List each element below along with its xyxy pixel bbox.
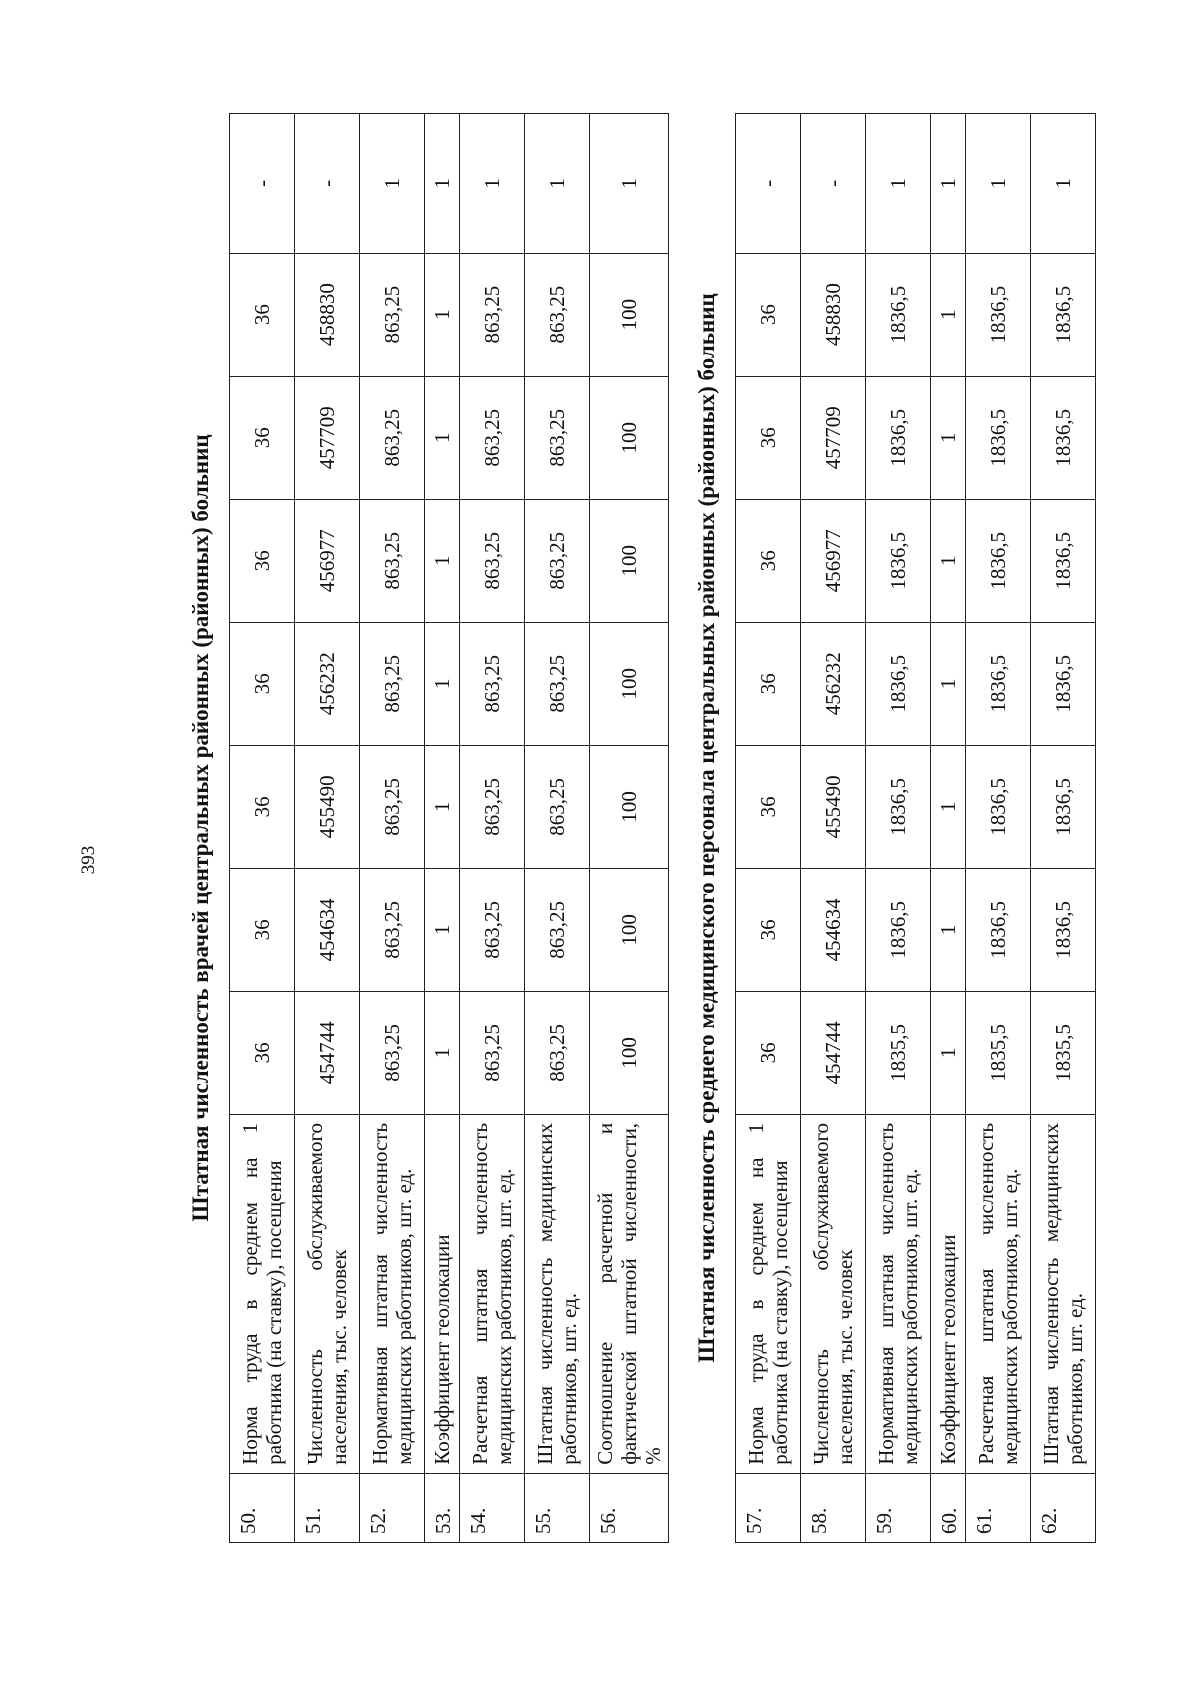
table-cell: 100 [590, 253, 669, 376]
table-cell: 1 [425, 622, 460, 745]
table-cell: - [736, 114, 801, 254]
row-label: Численность обслуживаемого населения, тыс. человек [801, 1114, 866, 1473]
table-cell: 458830 [801, 253, 866, 376]
row-number: 61. [966, 1473, 1031, 1542]
table-row [1031, 114, 1096, 1543]
table-cell: 1 [931, 745, 966, 868]
nursing-staff-table [735, 113, 1096, 1543]
table-cell: 456977 [801, 499, 866, 622]
table-cell: 863,25 [460, 499, 525, 622]
rotated-table-sheet [173, 113, 1113, 1543]
table-cell: - [295, 114, 360, 254]
table-cell: 1 [1031, 114, 1096, 254]
table-cell: 1836,5 [866, 376, 931, 499]
table-cell: 456232 [801, 622, 866, 745]
table-cell: 456232 [295, 622, 360, 745]
row-label: Расчетная штатная численность медицинских работников, шт. ед. [460, 1114, 525, 1473]
table-cell: 1836,5 [866, 745, 931, 868]
table-cell: 1 [360, 114, 425, 254]
table-cell: 36 [736, 991, 801, 1114]
table-cell: 1 [425, 499, 460, 622]
table-cell: 1 [931, 622, 966, 745]
table-cell: 1 [931, 499, 966, 622]
table-cell: 100 [590, 622, 669, 745]
table-cell: 36 [736, 622, 801, 745]
table-cell: 36 [230, 499, 295, 622]
table-cell: 457709 [801, 376, 866, 499]
row-label: Коэффициент геолокации [931, 1114, 966, 1473]
row-number: 56. [590, 1473, 669, 1542]
table-cell: 863,25 [360, 499, 425, 622]
table-cell: 1 [425, 991, 460, 1114]
table-cell: 863,25 [460, 991, 525, 1114]
table-cell: 36 [230, 745, 295, 868]
table-cell: 1 [866, 114, 931, 254]
row-number: 60. [931, 1473, 966, 1542]
table-row [590, 114, 669, 1543]
table-row [931, 114, 966, 1543]
table-cell: 1 [425, 868, 460, 991]
table-row [295, 114, 360, 1543]
table-cell: 458830 [295, 253, 360, 376]
table-row [866, 114, 931, 1543]
table-cell: 456977 [295, 499, 360, 622]
table-cell: 455490 [801, 745, 866, 868]
table-cell: 1836,5 [966, 253, 1031, 376]
table-row [425, 114, 460, 1543]
table-cell: 863,25 [360, 253, 425, 376]
row-label: Соотношение расчетной и фактической штатной численности, % [590, 1114, 669, 1473]
table-cell: 863,25 [360, 376, 425, 499]
table-cell: 1 [931, 868, 966, 991]
table-cell: 454634 [295, 868, 360, 991]
table-row [360, 114, 425, 1543]
table-cell: 1836,5 [966, 622, 1031, 745]
row-number: 55. [525, 1473, 590, 1542]
table-cell: 1 [525, 114, 590, 254]
table-cell: 1836,5 [1031, 253, 1096, 376]
row-label: Коэффициент геолокации [425, 1114, 460, 1473]
row-number: 50. [230, 1473, 295, 1542]
row-number: 58. [801, 1473, 866, 1542]
table-cell: 1 [966, 114, 1031, 254]
table-cell: 1 [931, 253, 966, 376]
table-cell: 1 [590, 114, 669, 254]
table-cell: 100 [590, 376, 669, 499]
table-cell: 1 [460, 114, 525, 254]
table-cell: 36 [736, 868, 801, 991]
table-cell: 863,25 [460, 745, 525, 868]
table-cell: 1836,5 [1031, 745, 1096, 868]
row-label: Расчетная штатная численность медицинских работников, шт. ед. [966, 1114, 1031, 1473]
table-cell: 36 [736, 253, 801, 376]
table-cell: 1 [931, 114, 966, 254]
table-cell: - [230, 114, 295, 254]
table-row [525, 114, 590, 1543]
table-cell: 1836,5 [966, 868, 1031, 991]
row-number: 57. [736, 1473, 801, 1542]
section-title-nurses: Штатная численность среднего медицинского персонала центральных районных (районных) больниц [694, 293, 719, 1363]
row-label: Штатная численность медицинских работников, шт. ед. [1031, 1114, 1096, 1473]
table-row [460, 114, 525, 1543]
table-cell: 1 [425, 745, 460, 868]
table-cell: 1 [425, 376, 460, 499]
table-cell: 36 [736, 499, 801, 622]
table-cell: 454744 [295, 991, 360, 1114]
table-cell: 1835,5 [1031, 991, 1096, 1114]
section-title-doctors: Штатная численность врачей центральных районных (районных) больниц [188, 434, 213, 1222]
table-cell: 454634 [801, 868, 866, 991]
table-cell: 1 [425, 253, 460, 376]
table-cell: 1836,5 [1031, 376, 1096, 499]
table-cell: 1836,5 [966, 745, 1031, 868]
table-cell: 1835,5 [866, 991, 931, 1114]
table-cell: 454744 [801, 991, 866, 1114]
row-label: Нормативная штатная численность медицинских работников, шт. ед. [866, 1114, 931, 1473]
row-label: Норма труда в среднем на 1 работника (на ставку), посещения [736, 1114, 801, 1473]
table-cell: 863,25 [360, 868, 425, 991]
table-cell: 1 [931, 376, 966, 499]
row-number: 62. [1031, 1473, 1096, 1542]
table-cell: 1835,5 [966, 991, 1031, 1114]
table-cell: 863,25 [525, 622, 590, 745]
row-label: Норма труда в среднем на 1 работника (на ставку), посещения [230, 1114, 295, 1473]
table-cell: 1 [425, 114, 460, 254]
table-cell: 1836,5 [866, 868, 931, 991]
doctors-staff-table [229, 113, 669, 1543]
row-number: 51. [295, 1473, 360, 1542]
table-cell: 863,25 [525, 376, 590, 499]
row-number: 54. [460, 1473, 525, 1542]
row-label: Нормативная штатная численность медицинских работников, шт. ед. [360, 1114, 425, 1473]
row-label: Численность обслуживаемого населения, тыс. человек [295, 1114, 360, 1473]
table-cell: 100 [590, 868, 669, 991]
table-cell: 863,25 [525, 499, 590, 622]
table-cell: 863,25 [525, 868, 590, 991]
table-cell: 863,25 [460, 253, 525, 376]
table-cell: 36 [230, 622, 295, 745]
table-cell: 863,25 [360, 622, 425, 745]
table-cell: 36 [230, 991, 295, 1114]
table-cell: 1836,5 [866, 622, 931, 745]
table-cell: 863,25 [360, 745, 425, 868]
table-cell: 863,25 [525, 253, 590, 376]
table-cell: 863,25 [460, 868, 525, 991]
row-label: Штатная численность медицинских работников, шт. ед. [525, 1114, 590, 1473]
table-cell: 1836,5 [866, 499, 931, 622]
table-cell: 863,25 [460, 376, 525, 499]
row-number: 52. [360, 1473, 425, 1542]
table-cell: 36 [230, 253, 295, 376]
table-cell: 863,25 [525, 745, 590, 868]
table-row [736, 114, 801, 1543]
row-number: 53. [425, 1473, 460, 1542]
table-cell: 1836,5 [1031, 868, 1096, 991]
table-row [801, 114, 866, 1543]
table-cell: 1836,5 [1031, 499, 1096, 622]
table-cell: 100 [590, 991, 669, 1114]
table-cell: 36 [230, 376, 295, 499]
table-cell: 863,25 [525, 991, 590, 1114]
table-cell: 36 [736, 745, 801, 868]
table-cell: 863,25 [360, 991, 425, 1114]
table-cell: 1836,5 [866, 253, 931, 376]
table-cell: 455490 [295, 745, 360, 868]
table-cell: 457709 [295, 376, 360, 499]
table-cell: 100 [590, 499, 669, 622]
table-cell: 863,25 [460, 622, 525, 745]
table-cell: 1836,5 [966, 376, 1031, 499]
table-row [966, 114, 1031, 1543]
table-cell: 1836,5 [966, 499, 1031, 622]
table-cell: 1 [931, 991, 966, 1114]
table-cell: 100 [590, 745, 669, 868]
table-cell: 1836,5 [1031, 622, 1096, 745]
page-number: 393 [78, 845, 99, 875]
table-cell: 36 [736, 376, 801, 499]
table-cell: - [801, 114, 866, 254]
table-row [230, 114, 295, 1543]
table-cell: 36 [230, 868, 295, 991]
row-number: 59. [866, 1473, 931, 1542]
